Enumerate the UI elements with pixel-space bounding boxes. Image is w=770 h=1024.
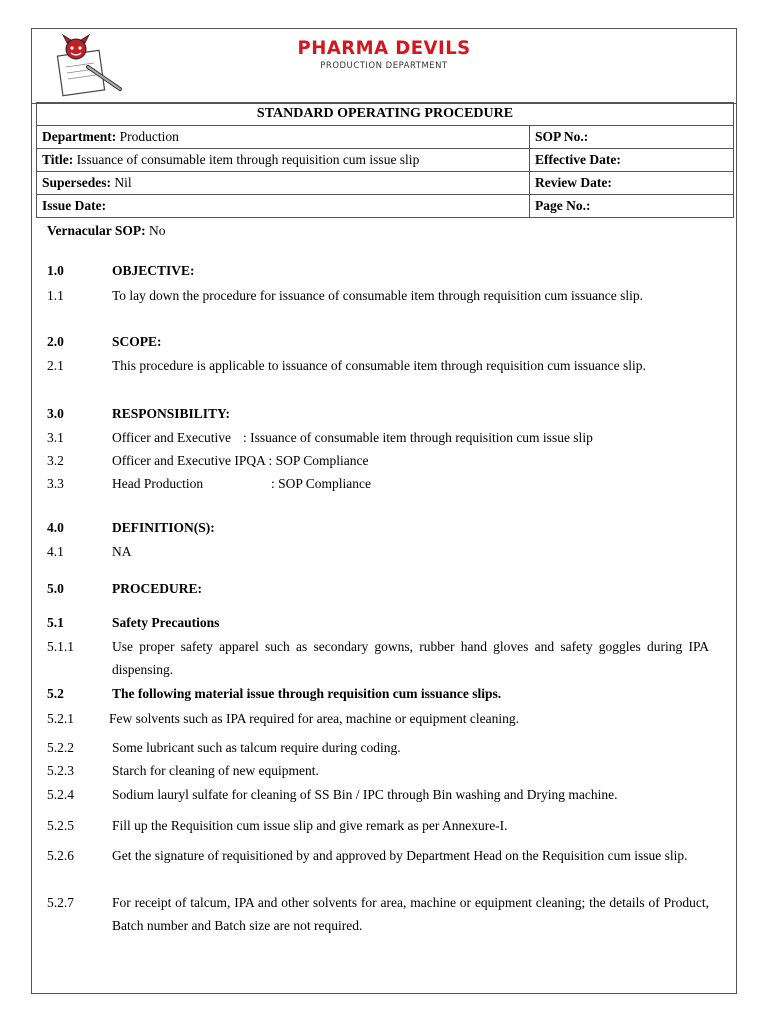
item-number: 3.3	[47, 476, 64, 491]
procedure-text: Some lubricant such as talcum require during coding.	[112, 740, 401, 755]
procedure-text: Starch for cleaning of new equipment.	[112, 763, 319, 778]
responsibility-text: Officer and Executive IPQA : SOP Compliance	[112, 453, 369, 468]
procedure-text: Sodium lauryl sulfate for cleaning of SS Bin / IPC through Bin washing and Drying machine.	[112, 787, 618, 802]
safety-text: Use proper safety apparel such as secondary gowns, rubber hand gloves and safety goggles during IPA dispensing.	[112, 639, 709, 677]
section-heading-scope: SCOPE:	[112, 334, 162, 349]
section-heading-objective: OBJECTIVE:	[112, 263, 195, 278]
item-number: 3.1	[47, 430, 64, 445]
item-number: 2.1	[47, 358, 64, 373]
scope-text: This procedure is applicable to issuance of consumable item through requisition cum issuance slip.	[112, 358, 646, 373]
section-heading-responsibility: RESPONSIBILITY:	[112, 406, 231, 421]
section-number: 4.0	[47, 520, 64, 535]
item-number: 5.1.1	[47, 639, 74, 654]
objective-text: To lay down the procedure for issuance of consumable item through requisition cum issuance slip.	[112, 288, 644, 303]
item-number: 5.2.2	[47, 740, 74, 755]
vernacular-sop	[47, 223, 166, 239]
title-value: Issuance of consumable item through requisition cum issue slip	[76, 152, 420, 167]
procedure-text: Fill up the Requisition cum issue slip and give remark as per Annexure-I.	[112, 818, 508, 833]
subheading-safety: Safety Precautions	[112, 615, 220, 630]
department-label: Department:	[42, 129, 117, 144]
item-number: 5.2.3	[47, 763, 74, 778]
supersedes-label: Supersedes:	[42, 175, 112, 190]
responsibility-text: : SOP Compliance	[271, 476, 371, 491]
review-date-label: Review Date:	[530, 172, 734, 195]
brand-name: PHARMA DEVILS	[297, 37, 471, 59]
sop-no-label: SOP No.:	[530, 126, 734, 149]
title-label: Title:	[42, 152, 74, 167]
issue-date-label: Issue Date:	[37, 195, 530, 218]
brand-block	[32, 37, 736, 71]
sop-table-title: STANDARD OPERATING PROCEDURE	[37, 103, 734, 126]
page-no-label: Page No.:	[530, 195, 734, 218]
item-number: 5.1	[47, 615, 64, 630]
item-number: 5.2.7	[47, 895, 74, 910]
definition-text: NA	[112, 544, 132, 559]
section-number: 3.0	[47, 406, 64, 421]
procedure-text: Get the signature of requisitioned by and approved by Department Head on the Requisition cum issue slip.	[112, 848, 688, 863]
page-header	[32, 29, 736, 104]
section-number: 5.0	[47, 581, 64, 596]
responsibility-role: Officer and Executive	[112, 430, 231, 445]
section-number: 1.0	[47, 263, 64, 278]
supersedes-value: Nil	[114, 175, 132, 190]
item-number: 5.2.6	[47, 848, 74, 863]
item-number: 5.2.4	[47, 787, 74, 802]
item-number: 4.1	[47, 544, 64, 559]
brand-subtitle: PRODUCTION DEPARTMENT	[320, 61, 448, 71]
supersedes-cell	[37, 172, 530, 195]
responsibility-text: : Issuance of consumable item through requisition cum issue slip	[243, 430, 593, 445]
effective-date-label: Effective Date:	[530, 149, 734, 172]
item-number: 5.2.5	[47, 818, 74, 833]
vernacular-label: Vernacular SOP:	[47, 223, 146, 238]
department-cell	[37, 126, 530, 149]
section-heading-definitions: DEFINITION(S):	[112, 520, 215, 535]
item-number: 1.1	[47, 288, 64, 303]
item-number: 5.2.1	[47, 711, 74, 726]
procedure-text: For receipt of talcum, IPA and other solvents for area, machine or equipment cleaning; the details of Product, Batch number and Batch size are not required.	[112, 895, 709, 933]
item-number: 3.2	[47, 453, 64, 468]
item-number: 5.2	[47, 686, 64, 701]
vernacular-value: No	[149, 223, 166, 238]
section-number: 2.0	[47, 334, 64, 349]
department-value: Production	[119, 129, 179, 144]
sop-header-table	[36, 102, 734, 218]
responsibility-role: Head Production	[112, 476, 204, 491]
procedure-text: Few solvents such as IPA required for area, machine or equipment cleaning.	[109, 711, 520, 726]
title-cell	[37, 149, 530, 172]
section-heading-procedure: PROCEDURE:	[112, 581, 202, 596]
subheading-material-issue: The following material issue through requisition cum issuance slips.	[112, 686, 502, 701]
